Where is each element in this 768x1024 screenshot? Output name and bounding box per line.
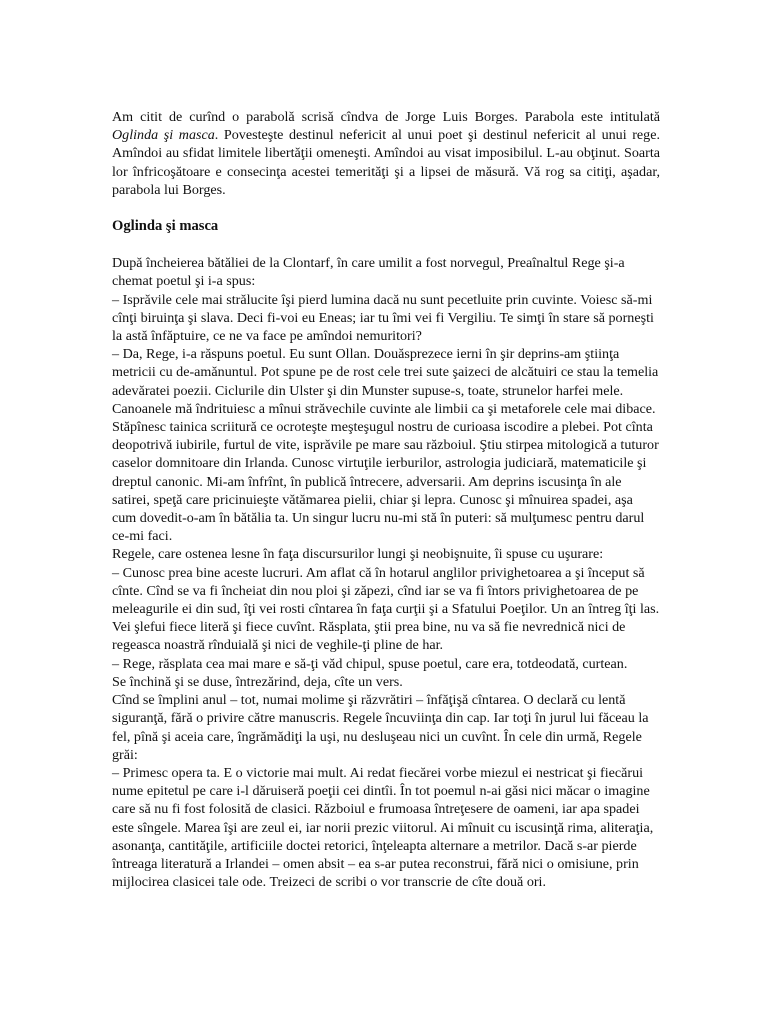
paragraph-king-reaction: Regele, care ostenea lesne în faţa discursurilor lungi şi neobişnuite, îi spuse cu uşurare: — [112, 546, 604, 563]
intro-parable-title: Oglinda şi masca — [112, 127, 215, 144]
paragraph-poet-answer: – Da, Rege, i-a răspuns poetul. Eu sunt Ollan. Douăsprezece ierni în şir deprins-am ştiinţa metricii cu de-amănuntul. Pot spune pe de rost cele trei sute şaizeci de alcătuiri ce stau la temelia adevăratei poezii. Ciclurile din Ulster şi din Munster supuse-s, toate, strunelor harfei mele. Canoanele mă îndrituiesc a mînui străvechile cuvinte ale limbii ca şi metaforele cele mai dibace. Stăpînesc tainica scriitură ce ocroteşte meşteşugul nostru de curioasa iscodire a plebei. Pot cînta deopotrivă iubirile, furtul de vite, isprăvile pe mare sau războiul. Ştiu stirpea mitologică a tuturor caselor domnitoare din Irlanda. Cunosc virtuţile ierburilor, astrologia judiciară, matematicile şi dreptul canonic. Mi-am înfrînt, în publică întrecere, adversarii. Am deprins iscusinţa în ale satirei, speţă care pricinuieşte vătămarea pielii, chiar şi lepra. Cunosc şi mînuirea spadei, aşa cum dovedit-o-am în bătălia ta. Un singur lucru nu-mi stă în puteri: să mulţumesc pentru darul ce-mi faci. — [112, 346, 659, 545]
parable-heading: Oglinda şi masca — [112, 218, 219, 235]
paragraph-king-speech: – Cunosc prea bine aceste lucruri. Am aflat că în hotarul anglilor privighetoarea a şi început să cînte. Cînd se va fi încheiat din nou ploi şi zăpezi, cînd iar se va fi întors privighetoarea de pe meleagurile ei din sud, îţi vei rosti cîntarea în faţa curţii şi a Sfatului Poeţilor. Un an întreg îţi las. Vei şlefui fiece literă şi fiece cuvînt. Răsplata, ştii prea bine, nu va să fie nevrednică nici de regeasca noastră rînduială şi nici de veghile-ţi pline de har. — [112, 564, 660, 654]
paragraph-poet-leaves: Se închină şi se duse, întrezărind, deja, cîte un vers. — [112, 673, 403, 690]
document-body — [112, 108, 660, 891]
paragraph-poet-reply: – Rege, răsplata cea mai mare e să-ţi văd chipul, spuse poetul, care era, totdeodată, curtean. — [112, 655, 628, 672]
intro-text-start: Am citit de curînd o parabolă scrisă cîndva de Jorge Luis Borges. Parabola este intitulată — [112, 109, 660, 125]
intro-paragraph — [112, 108, 660, 199]
paragraph-year-passes: Cînd se împlini anul – tot, numai molime şi răzvrătiri – înfăţişă cîntarea. O declară cu lentă siguranţă, fără o privire către manuscris. Regele încuviinţa din cap. Iar toţi în jurul lui făceau la fel, pînă şi aceia care, îngrămădiţi la uşi, nu desluşeau nici un cuvînt. În cele din urmă, Regele grăi: — [112, 692, 649, 763]
paragraph-opening: După încheierea bătăliei de la Clontarf, în care umilit a fost norvegul, Preaînaltul Rege şi-a chemat poetul şi i-a spus: — [112, 255, 625, 290]
paragraph-king-request: – Isprăvile cele mai strălucite îşi pierd lumina dacă nu sunt pecetluite prin cuvinte. Voiesc să-mi cînţi biruinţa şi slava. Deci fi-voi eu Eneas; iar tu îmi vei fi Vergiliu. Te simţi în stare să porneşti la astă înfăptuire, ce ne va face pe amîndoi nemuritori? — [112, 291, 654, 345]
intro-text-end: . Povesteşte destinul nefericit al unui poet şi destinul nefericit al unui rege. Amîndoi au sfidat limitele libertăţii omeneşti. Amîndoi au visat imposibilul. L-au obţinut. Soarta lor înfricoşătoare e consecinţa acestei temerităţi şi a lipsei de măsură. Vă rog sa citiţi, aşadar, parabola lui Borges. — [112, 127, 660, 198]
paragraph-king-verdict: – Primesc opera ta. E o victorie mai mult. Ai redat fiecărei vorbe miezul ei nestricat şi fiecărui nume epitetul pe care i-l dăruiseră poeţii cei dintîi. În tot poemul n-ai găsi nici măcar o imagine care să nu fi fost folosită de clasici. Războiul e frumoasa întreţesere de oameni, iar apa spadei este sîngele. Marea îşi are zeul ei, iar norii prezic viitorul. Ai mînuit cu iscusinţă rima, aliteraţia, asonanţa, cantităţile, artificiile doctei retorici, înţeleapta alternare a metrilor. Dacă s-ar pierde întreaga literatură a Irlandei – omen absit – ea s-ar putea reconstrui, fără nici o omisiune, prin mijlocirea clasicei tale ode. Treizeci de scribi o vor transcrie de cîte două ori. — [112, 764, 654, 891]
